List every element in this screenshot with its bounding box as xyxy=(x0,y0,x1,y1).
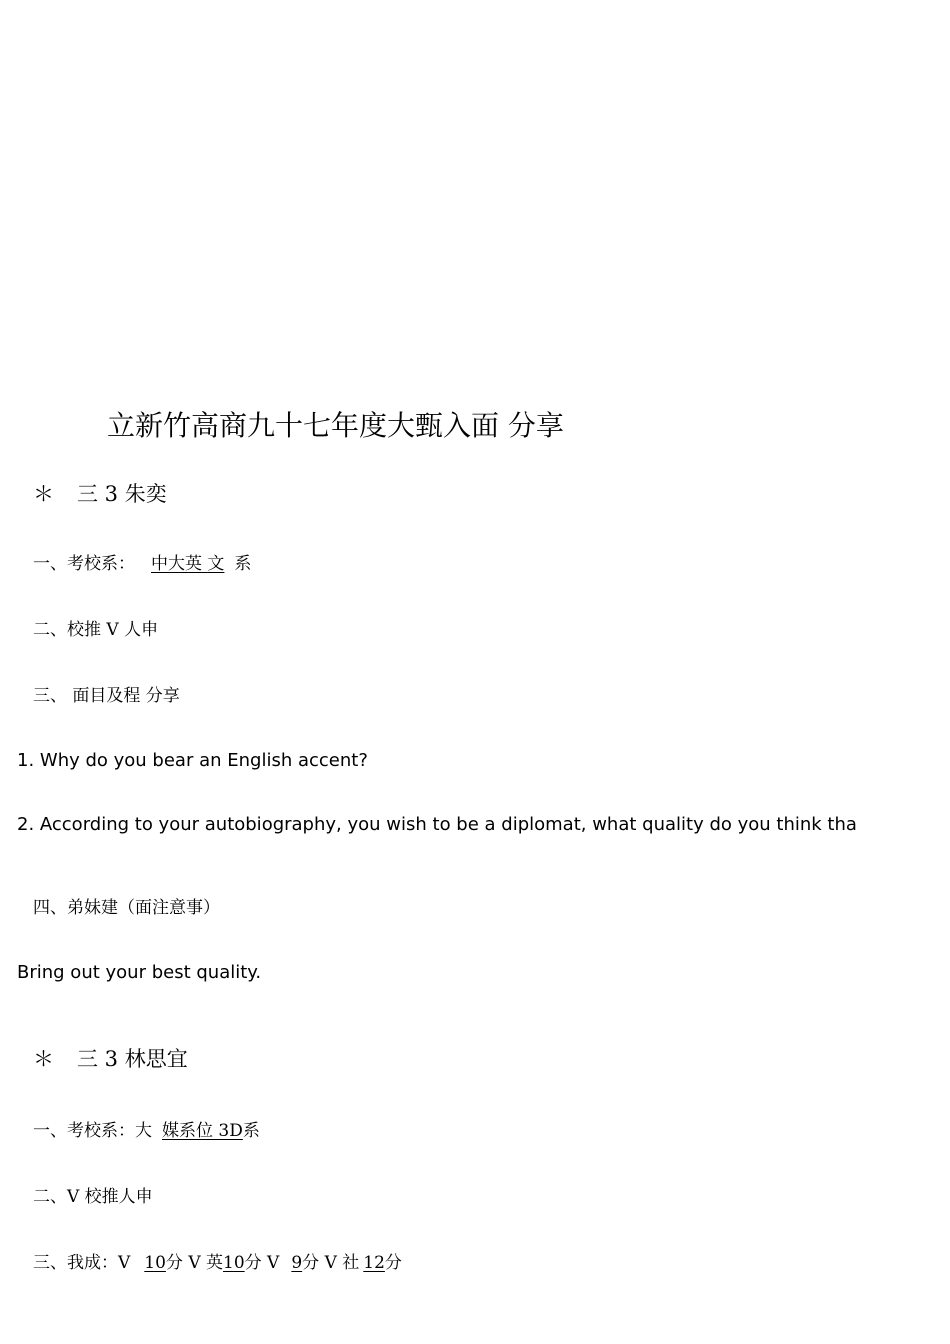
score-unit: 分 V 英 xyxy=(165,1253,224,1273)
method-line: 二、V 校推人申 xyxy=(33,1187,153,1207)
school-label: 一、考校系：大 xyxy=(33,1121,152,1141)
asterisk-bullet: ＊ xyxy=(33,1047,54,1071)
school-label: 一、考校系： xyxy=(33,554,135,574)
process-line: 三、 面目及程 分享 xyxy=(33,686,180,706)
asterisk-bullet: ＊ xyxy=(33,482,54,506)
school-tail: 系 xyxy=(242,1121,260,1141)
page-title: 立新竹高商九十七年度大甄入面 分享 xyxy=(107,409,564,442)
section-heading xyxy=(33,1043,188,1073)
advice-text: Bring out your best quality. xyxy=(17,962,262,983)
school-line xyxy=(33,549,251,574)
scores-line xyxy=(33,1248,402,1273)
school-name-underlined: 中大英 xyxy=(151,554,202,574)
school-tail: 系 xyxy=(234,554,252,574)
advice-label: 四、弟妹建（面注意事） xyxy=(33,898,220,918)
method-line: 二、校推 V 人申 xyxy=(33,620,159,640)
score-value: 10 xyxy=(144,1253,166,1273)
score-unit: 分 V xyxy=(244,1253,280,1273)
score-unit: 分 V 社 xyxy=(302,1253,360,1273)
question-1: 1. Why do you bear an English accent? xyxy=(17,750,368,771)
student-name: 三 3 朱奕 xyxy=(77,482,167,506)
section-heading xyxy=(33,478,167,508)
score-unit: 分 xyxy=(384,1253,402,1273)
school-line xyxy=(33,1116,260,1141)
score-value: 9 xyxy=(291,1253,303,1273)
school-dept-underlined: 文 xyxy=(207,554,225,574)
score-value: 10 xyxy=(223,1253,245,1273)
question-2: 2. According to your autobiography, you wish to be a diplomat, what quality do you think tha xyxy=(17,814,857,835)
school-name-underlined: 媒系位 3D xyxy=(162,1121,243,1141)
scores-label: 三、我成：V xyxy=(33,1253,131,1273)
student-name: 三 3 林思宜 xyxy=(77,1047,188,1071)
score-value: 12 xyxy=(363,1253,385,1273)
